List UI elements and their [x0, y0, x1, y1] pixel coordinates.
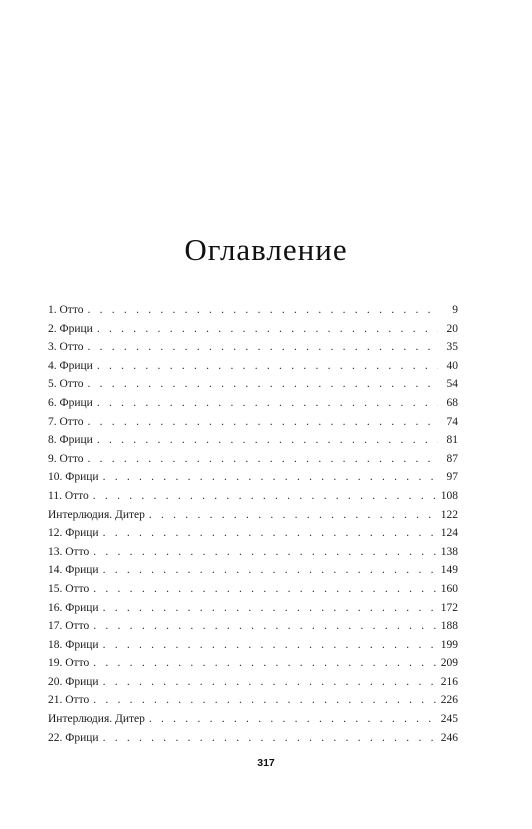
- toc-entry-label: 11. Отто: [48, 489, 89, 502]
- toc-entry-page: 35: [446, 341, 458, 354]
- toc-entry-label: 15. Отто: [48, 582, 90, 595]
- toc-dot-leader: [93, 580, 438, 599]
- toc-dot-leader: [87, 338, 438, 357]
- toc-entry: [48, 617, 458, 636]
- toc-dot-leader: [93, 487, 438, 506]
- toc-entry-page: 188: [440, 620, 458, 633]
- toc-entry: [48, 561, 458, 580]
- toc-dot-leader: [103, 561, 438, 580]
- toc-entry: [48, 599, 458, 618]
- toc-entry: [48, 673, 458, 692]
- toc-dot-leader: [87, 301, 438, 320]
- toc-entry: [48, 729, 458, 748]
- toc-entry-page: 226: [440, 694, 458, 707]
- toc-entry: [48, 450, 458, 469]
- toc-entry-page: 246: [440, 731, 458, 744]
- toc-entry-page: 160: [440, 582, 458, 595]
- toc-dot-leader: [87, 375, 438, 394]
- toc-entry-label: 4. Фрици: [48, 359, 93, 372]
- toc-entry: [48, 543, 458, 562]
- toc-entry-label: 7. Отто: [48, 415, 84, 428]
- toc-dot-leader: [93, 691, 438, 710]
- toc-dot-leader: [97, 357, 438, 376]
- toc-entry-label: 16. Фрици: [48, 601, 99, 614]
- toc-entry-label: 13. Отто: [48, 545, 90, 558]
- toc-entry: [48, 320, 458, 339]
- toc-entry-page: 149: [440, 564, 458, 577]
- toc-entry: [48, 710, 458, 729]
- toc-entry-label: 6. Фрици: [48, 396, 93, 409]
- toc-entry: [48, 301, 458, 320]
- toc-dot-leader: [97, 320, 438, 339]
- toc-entry-page: 87: [446, 452, 458, 465]
- toc-entry-label: 12. Фрици: [48, 527, 99, 540]
- toc-entry-label: 19. Отто: [48, 657, 90, 670]
- toc-entry-label: 18. Фрици: [48, 638, 99, 651]
- toc-entry: [48, 636, 458, 655]
- toc-dot-leader: [149, 710, 438, 729]
- toc-entry-page: 172: [440, 601, 458, 614]
- toc-dot-leader: [87, 413, 438, 432]
- toc-entry: [48, 413, 458, 432]
- toc-entry-page: 199: [440, 638, 458, 651]
- toc-entry-label: Интерлюдия. Дитер: [48, 508, 145, 521]
- toc-entry: [48, 338, 458, 357]
- page-title: Оглавление: [184, 232, 348, 267]
- toc-entry-label: 10. Фрици: [48, 471, 99, 484]
- toc-entry-page: 122: [440, 508, 458, 521]
- toc-entry-label: 21. Отто: [48, 694, 90, 707]
- toc-dot-leader: [93, 654, 438, 673]
- toc-entry-label: 1. Отто: [48, 304, 84, 316]
- toc-entry-page: 97: [446, 471, 458, 484]
- toc-dot-leader: [103, 673, 438, 692]
- toc-entry: [48, 357, 458, 376]
- toc-entry-label: 8. Фрици: [48, 434, 93, 447]
- toc-dot-leader: [103, 468, 438, 487]
- toc-entry-label: 20. Фрици: [48, 675, 99, 688]
- toc-dot-leader: [103, 599, 438, 618]
- toc-dot-leader: [97, 431, 438, 450]
- toc-entry: [48, 691, 458, 710]
- toc-entry-label: 22. Фрици: [48, 731, 99, 744]
- toc-entry: [48, 580, 458, 599]
- toc-dot-leader: [87, 450, 438, 469]
- toc-entry-page: 68: [446, 396, 458, 409]
- toc-dot-leader: [149, 506, 438, 525]
- toc-entry-page: 209: [440, 657, 458, 670]
- toc-entry-page: 138: [440, 545, 458, 558]
- toc-entry-page: 108: [440, 489, 458, 502]
- toc-entry: [48, 524, 458, 543]
- toc-entry-page: 124: [440, 527, 458, 540]
- toc-dot-leader: [93, 617, 438, 636]
- toc-entry: [48, 468, 458, 487]
- toc-dot-leader: [103, 636, 438, 655]
- toc-entry-label: 9. Отто: [48, 452, 84, 465]
- toc-entry-page: 54: [446, 378, 458, 391]
- toc-entry-label: 14. Фрици: [48, 564, 99, 577]
- toc-entry: [48, 375, 458, 394]
- toc-entry-label: 5. Отто: [48, 378, 84, 391]
- toc-entry-page: 216: [440, 675, 458, 688]
- toc-entry: [48, 506, 458, 525]
- toc-entry-page: 81: [446, 434, 458, 447]
- toc-entry: [48, 654, 458, 673]
- toc-entry-page: 74: [446, 415, 458, 428]
- toc-entry-label: 3. Отто: [48, 341, 84, 354]
- toc-entry-label: Интерлюдия. Дитер: [48, 713, 145, 726]
- page-number: 317: [257, 757, 275, 769]
- toc-dot-leader: [93, 543, 438, 562]
- toc-entry: [48, 431, 458, 450]
- toc-entry-label: 2. Фрици: [48, 322, 93, 335]
- toc-entry-page: 9: [452, 304, 458, 316]
- table-of-contents: [48, 301, 458, 747]
- toc-entry-page: 245: [440, 713, 458, 726]
- toc-dot-leader: [103, 729, 438, 748]
- toc-dot-leader: [103, 524, 438, 543]
- toc-entry-page: 20: [446, 322, 458, 335]
- toc-dot-leader: [97, 394, 438, 413]
- toc-entry: [48, 394, 458, 413]
- toc-entry-label: 17. Отто: [48, 620, 90, 633]
- toc-entry-page: 40: [446, 359, 458, 372]
- toc-entry: [48, 487, 458, 506]
